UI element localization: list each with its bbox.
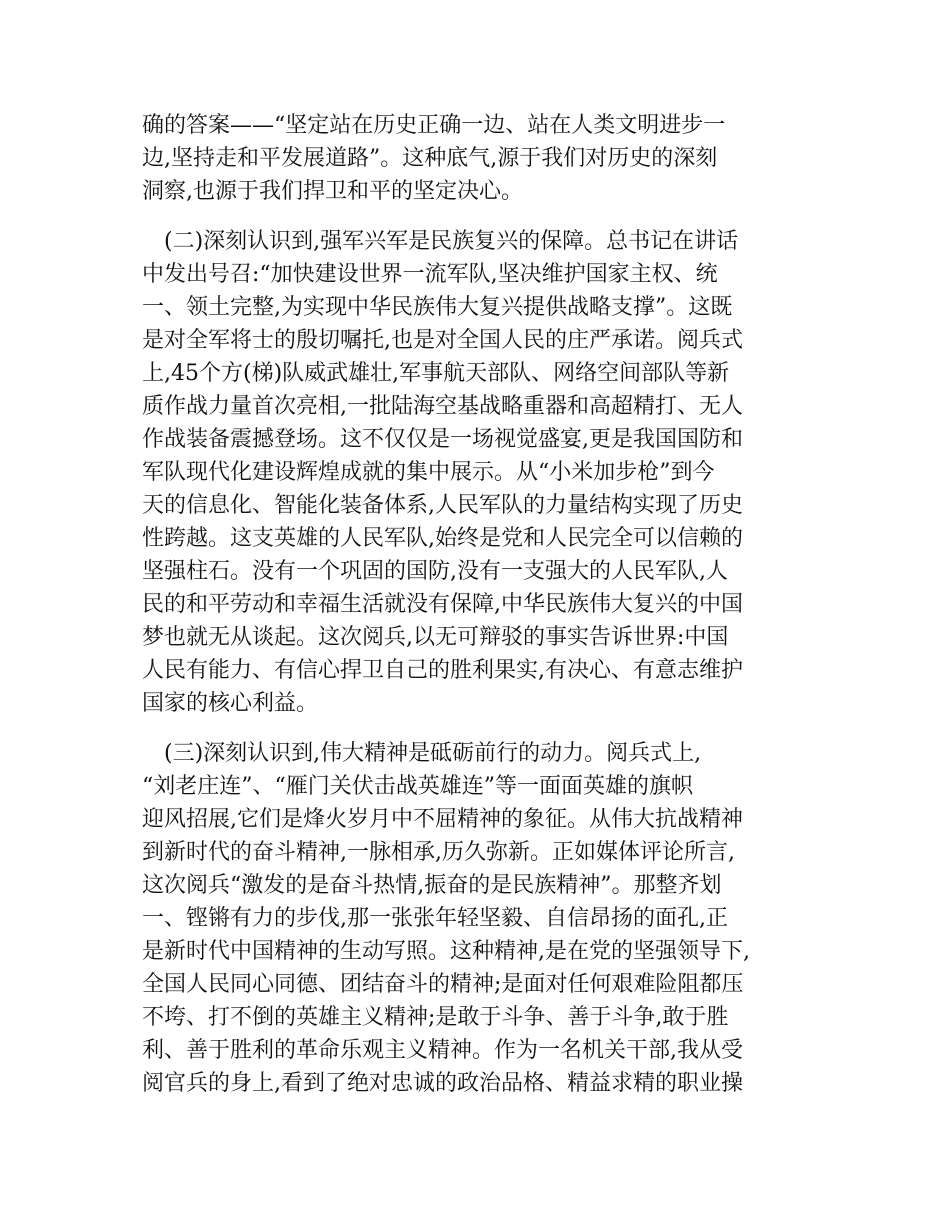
- text-line: 质作战力量首次亮相,一批陆海空基战略重器和高超精打、无人: [142, 394, 743, 419]
- text-line: 不垮、打不倒的英雄主义精神;是敢于斗争、善于斗争,敢于胜: [142, 1005, 729, 1030]
- paragraph-3: [142, 737, 810, 1100]
- text-line: 阅官兵的身上,看到了绝对忠诚的政治品格、精益求精的职业操: [142, 1071, 743, 1096]
- text-line: 上,45个方(梯)队威武雄壮,军事航天部队、网络空间部队等新: [142, 361, 730, 386]
- text-line: 国家的核心利益。: [142, 691, 319, 716]
- text-line: 到新时代的奋斗精神,一脉相承,历久弥新。正如媒体评论所言,: [142, 840, 735, 865]
- text-line: 天的信息化、智能化装备体系,人民军队的力量结构实现了历史: [142, 493, 743, 518]
- text-line: 作战装备震撼登场。这不仅仅是一场视觉盛宴,更是我国国防和: [142, 427, 743, 452]
- text-line: 是新时代中国精神的生动写照。这种精神,是在党的坚强领导下,: [142, 939, 750, 964]
- text-line: (二)深刻认识到,强军兴军是民族复兴的保障。总书记在讲话: [164, 229, 739, 254]
- text-line: (三)深刻认识到,伟大精神是砥砺前行的动力。阅兵式上,: [164, 741, 702, 766]
- text-line: 利、善于胜利的革命乐观主义精神。作为一名机关干部,我从受: [142, 1038, 743, 1063]
- text-line: 军队现代化建设辉煌成就的集中展示。从“小米加步枪”到今: [142, 460, 715, 485]
- text-line: 梦也就无从谈起。这次阅兵,以无可辩驳的事实告诉世界:中国: [142, 625, 729, 650]
- text-line: 全国人民同心同德、团结奋斗的精神;是面对任何艰难险阻都压: [142, 972, 744, 997]
- paragraph-1: [142, 109, 810, 208]
- text-line: 是对全军将士的殷切嘱托,也是对全国人民的庄严承诺。阅兵式: [142, 328, 743, 353]
- text-line: 确的答案——“坚定站在历史正确一边、站在人类文明进步一: [142, 113, 726, 138]
- text-line: 性跨越。这支英雄的人民军队,始终是党和人民完全可以信赖的: [142, 526, 743, 551]
- paragraph-2: [142, 225, 810, 720]
- text-line: 迎风招展,它们是烽火岁月中不屈精神的象征。从伟大抗战精神: [142, 807, 743, 832]
- document-body: [142, 109, 810, 1117]
- text-line: 洞察,也源于我们捍卫和平的坚定决心。: [142, 179, 523, 204]
- text-line: 一、铿锵有力的步伐,那一张张年轻坚毅、自信昂扬的面孔,正: [142, 906, 728, 931]
- text-line: 这次阅兵“激发的是奋斗热情,振奋的是民族精神”。那整齐划: [142, 873, 722, 898]
- text-line: 人民有能力、有信心捍卫自己的胜利果实,有决心、有意志维护: [142, 658, 743, 683]
- text-line: 民的和平劳动和幸福生活就没有保障,中华民族伟大复兴的中国: [142, 592, 743, 617]
- text-line: 边,坚持走和平发展道路”。这种底气,源于我们对历史的深刻: [142, 146, 718, 171]
- text-line: 坚强柱石。没有一个巩固的国防,没有一支强大的人民军队,人: [142, 559, 728, 584]
- text-line: “刘老庄连”、“雁门关伏击战英雄连”等一面面英雄的旗帜: [142, 774, 693, 799]
- text-line: 一、领土完整,为实现中华民族伟大复兴提供战略支撑”。这既: [142, 295, 733, 320]
- text-line: 中发出号召:“加快建设世界一流军队,坚决维护国家主权、统: [142, 262, 718, 287]
